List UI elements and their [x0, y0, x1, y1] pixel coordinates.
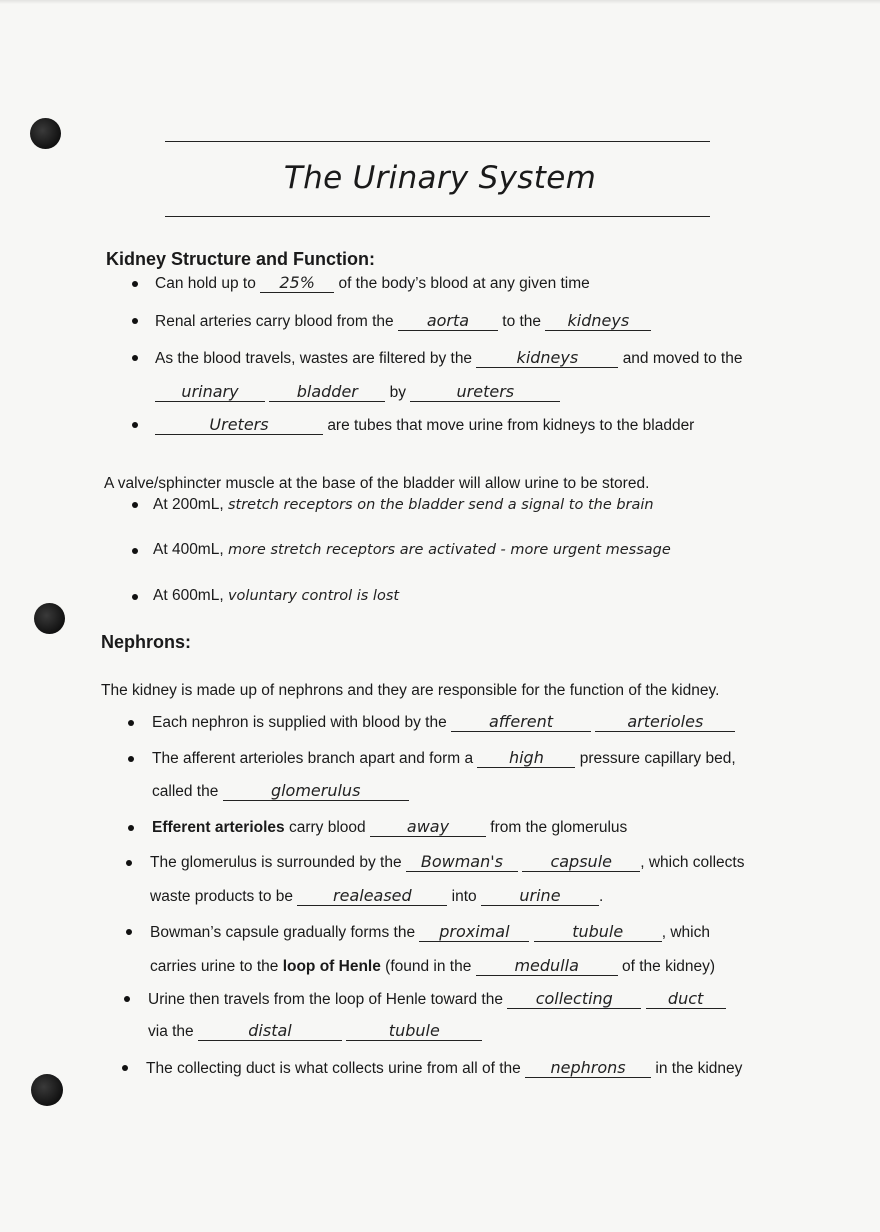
item-text: At 200mL,	[153, 496, 224, 513]
kidney-item-2	[155, 313, 651, 331]
punch-hole-middle	[34, 603, 65, 634]
item-text: .	[598, 888, 604, 905]
bullet	[126, 929, 132, 935]
nephron-item-6	[148, 991, 726, 1009]
bold-term: loop of Henle	[282, 958, 381, 975]
answer-blank: urine	[481, 888, 599, 906]
item-text: , which	[661, 924, 710, 941]
bullet	[132, 318, 138, 324]
valve-item-600	[153, 587, 399, 605]
bullet	[132, 355, 138, 361]
bullet	[132, 594, 138, 600]
nephron-item-2-cont	[152, 783, 409, 801]
valve-item-200	[153, 496, 654, 514]
bold-term: Efferent arterioles	[152, 819, 285, 836]
section-heading-kidney: Kidney Structure and Function:	[106, 249, 376, 269]
nephron-item-7	[146, 1060, 742, 1078]
handwritten-answer: more stretch receptors are activated - more urgent message	[227, 542, 671, 558]
answer-blank: kidneys	[476, 350, 618, 368]
kidney-item-3-cont	[155, 384, 560, 402]
item-text: in the kidney	[655, 1060, 743, 1077]
handwritten-answer: stretch receptors on the bladder send a signal to the brain	[227, 497, 654, 513]
answer-blank: afferent	[451, 714, 591, 732]
item-text: via the	[148, 1023, 194, 1040]
item-text: At 600mL,	[153, 587, 224, 604]
nephron-item-3	[152, 819, 627, 837]
answer-blank: high	[477, 750, 575, 768]
answer-blank: collecting	[507, 991, 641, 1009]
item-text: by	[389, 384, 406, 401]
nephron-item-1	[152, 714, 735, 732]
title-rule-bottom	[165, 216, 710, 217]
kidney-item-3	[155, 350, 742, 368]
item-text: waste products to be	[150, 888, 294, 905]
answer-blank: distal	[198, 1023, 342, 1041]
answer-blank: glomerulus	[223, 783, 409, 801]
answer-blank: Ureters	[155, 417, 323, 435]
answer-blank: aorta	[398, 313, 498, 331]
item-text: Can hold up to	[155, 275, 256, 292]
kidney-item-1	[155, 275, 590, 293]
handwritten-answer: voluntary control is lost	[227, 588, 400, 604]
item-text: pressure capillary bed,	[579, 750, 736, 767]
page-title: The Urinary System	[283, 160, 597, 196]
nephron-item-5	[150, 924, 710, 942]
answer-blank: kidneys	[545, 313, 651, 331]
bullet	[122, 1065, 128, 1071]
bullet	[132, 422, 138, 428]
answer-blank: arterioles	[595, 714, 735, 732]
item-text: The glomerulus is surrounded by the	[150, 854, 402, 871]
answer-blank: bladder	[269, 384, 385, 402]
item-text: As the blood travels, wastes are filtered by the	[155, 350, 473, 367]
item-text: carries urine to the	[150, 958, 279, 975]
item-text: are tubes that move urine from kidneys to the bladder	[327, 417, 695, 434]
item-text: called the	[152, 783, 219, 800]
answer-blank: 25%	[260, 275, 334, 293]
answer-blank: Bowman's	[406, 854, 518, 872]
nephron-item-4-cont	[150, 888, 603, 906]
bullet	[132, 548, 138, 554]
item-text: of the body’s blood at any given time	[338, 275, 590, 292]
nephron-item-5-cont	[150, 958, 715, 976]
answer-blank: medulla	[476, 958, 618, 976]
answer-blank: tubule	[534, 924, 662, 942]
answer-blank: duct	[646, 991, 726, 1009]
nephron-item-6-cont	[148, 1023, 482, 1041]
title-rule-top	[165, 141, 710, 142]
nephron-item-2	[152, 750, 736, 768]
item-text: carry blood	[288, 819, 366, 836]
item-text: Urine then travels from the loop of Henle toward the	[148, 991, 503, 1008]
bullet	[126, 860, 132, 866]
bullet	[128, 720, 134, 726]
punch-hole-top	[30, 118, 61, 149]
bullet	[124, 996, 130, 1002]
item-text: (found in the	[385, 958, 472, 975]
item-text: , which collects	[640, 854, 745, 871]
valve-item-400	[153, 541, 671, 559]
item-text: and moved to the	[622, 350, 743, 367]
item-text: Each nephron is supplied with blood by the	[152, 714, 447, 731]
item-text: Renal arteries carry blood from the	[155, 313, 394, 330]
answer-blank: nephrons	[525, 1060, 651, 1078]
answer-blank: realeased	[297, 888, 447, 906]
nephron-item-4	[150, 854, 744, 872]
answer-blank: capsule	[522, 854, 640, 872]
answer-blank: away	[370, 819, 486, 837]
nephrons-intro: The kidney is made up of nephrons and they are responsible for the function of the kidney.	[101, 682, 720, 699]
item-text: to the	[502, 313, 542, 330]
answer-blank: urinary	[155, 384, 265, 402]
item-text: Bowman’s capsule gradually forms the	[150, 924, 416, 941]
item-text: into	[451, 888, 477, 905]
valve-intro: A valve/sphincter muscle at the base of the bladder will allow urine to be stored.	[104, 475, 650, 492]
section-heading-nephrons: Nephrons:	[101, 632, 191, 652]
punch-hole-bottom	[31, 1074, 63, 1106]
bullet	[128, 825, 134, 831]
item-text: At 400mL,	[153, 541, 224, 558]
kidney-item-4	[155, 417, 694, 435]
item-text: The collecting duct is what collects urine from all of the	[146, 1060, 521, 1077]
item-text: The afferent arterioles branch apart and form a	[152, 750, 474, 767]
bullet	[132, 502, 138, 508]
page-top-edge	[0, 0, 880, 4]
bullet	[128, 756, 134, 762]
bullet	[132, 281, 138, 287]
answer-blank: proximal	[419, 924, 529, 942]
item-text: from the glomerulus	[490, 819, 628, 836]
answer-blank: ureters	[410, 384, 560, 402]
answer-blank: tubule	[346, 1023, 482, 1041]
item-text: of the kidney)	[621, 958, 716, 975]
